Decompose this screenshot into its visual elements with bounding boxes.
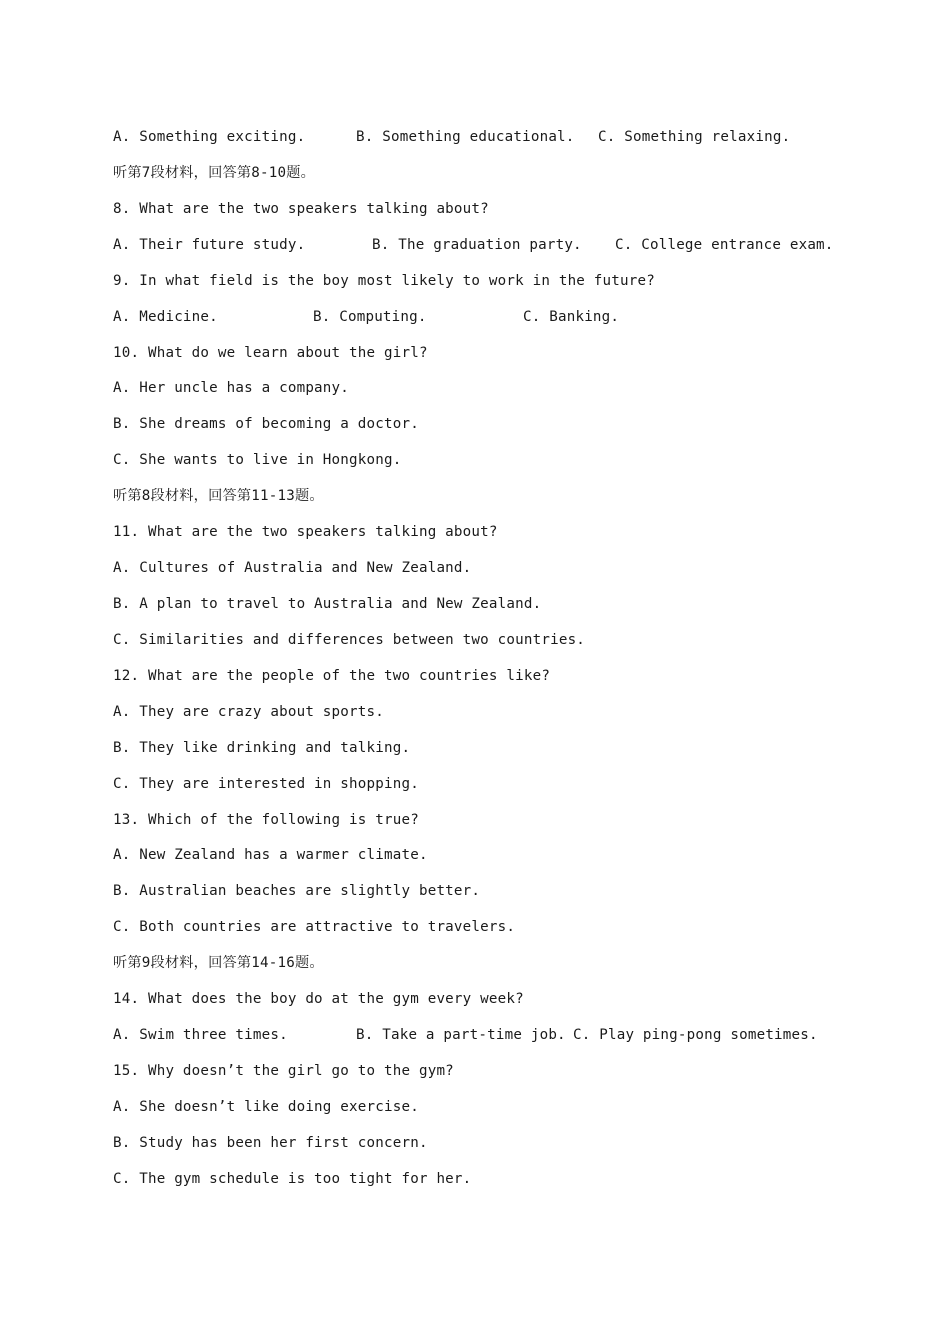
question: 8. What are the two speakers talking about?: [113, 200, 489, 217]
option: A. Her uncle has a company.: [113, 380, 350, 397]
section-heading: 听第8段材料，回答第11-13题。: [113, 488, 324, 505]
option-b: B. The graduation party.: [372, 236, 582, 253]
option-c: C. Something relaxing.: [598, 129, 791, 145]
exam-content: [113, 126, 893, 1204]
option: A. New Zealand has a warmer climate.: [113, 847, 428, 864]
option: B. She dreams of becoming a doctor.: [113, 416, 419, 433]
option-c: C. Banking.: [523, 308, 620, 325]
option-c: C. College entrance exam.: [615, 236, 834, 253]
option-a: A. Medicine.: [113, 308, 218, 325]
option-a: A. Something exciting.: [113, 129, 306, 145]
option-b: B. Something educational.: [356, 129, 575, 145]
option: A. She doesn’t like doing exercise.: [113, 1098, 419, 1115]
option: C. They are interested in shopping.: [113, 775, 419, 792]
options-row: [113, 126, 893, 162]
question: 13. Which of the following is true?: [113, 811, 419, 828]
options-row: [113, 306, 893, 342]
option-a: A. Their future study.: [113, 236, 306, 253]
section-heading: 听第9段材料，回答第14-16题。: [113, 955, 324, 972]
question: 10. What do we learn about the girl?: [113, 344, 428, 361]
option-b: B. Computing.: [313, 308, 427, 325]
option: C. Similarities and differences between two countries.: [113, 631, 586, 648]
option: B. They like drinking and talking.: [113, 739, 411, 756]
option-b: B. Take a part-time job.: [356, 1027, 566, 1044]
option: C. She wants to live in Hongkong.: [113, 452, 402, 469]
question: 9. In what field is the boy most likely to work in the future?: [113, 272, 655, 289]
option-a: A. Swim three times.: [113, 1027, 288, 1044]
option-c: C. Play ping-pong sometimes.: [573, 1027, 818, 1044]
option: A. They are crazy about sports.: [113, 703, 384, 720]
question: 12. What are the people of the two countries like?: [113, 667, 551, 684]
question: 15. Why doesn’t the girl go to the gym?: [113, 1062, 454, 1079]
options-row: [113, 1024, 893, 1060]
option: B. Australian beaches are slightly better.: [113, 883, 481, 900]
options-row: [113, 234, 893, 270]
question: 14. What does the boy do at the gym every week?: [113, 991, 524, 1008]
option: B. Study has been her first concern.: [113, 1134, 428, 1151]
option: B. A plan to travel to Australia and New Zealand.: [113, 595, 542, 612]
option: C. The gym schedule is too tight for her.: [113, 1170, 472, 1187]
option: A. Cultures of Australia and New Zealand.: [113, 560, 472, 577]
option: C. Both countries are attractive to travelers.: [113, 919, 516, 936]
section-heading: 听第7段材料，回答第8-10题。: [113, 164, 315, 181]
question: 11. What are the two speakers talking about?: [113, 524, 498, 541]
